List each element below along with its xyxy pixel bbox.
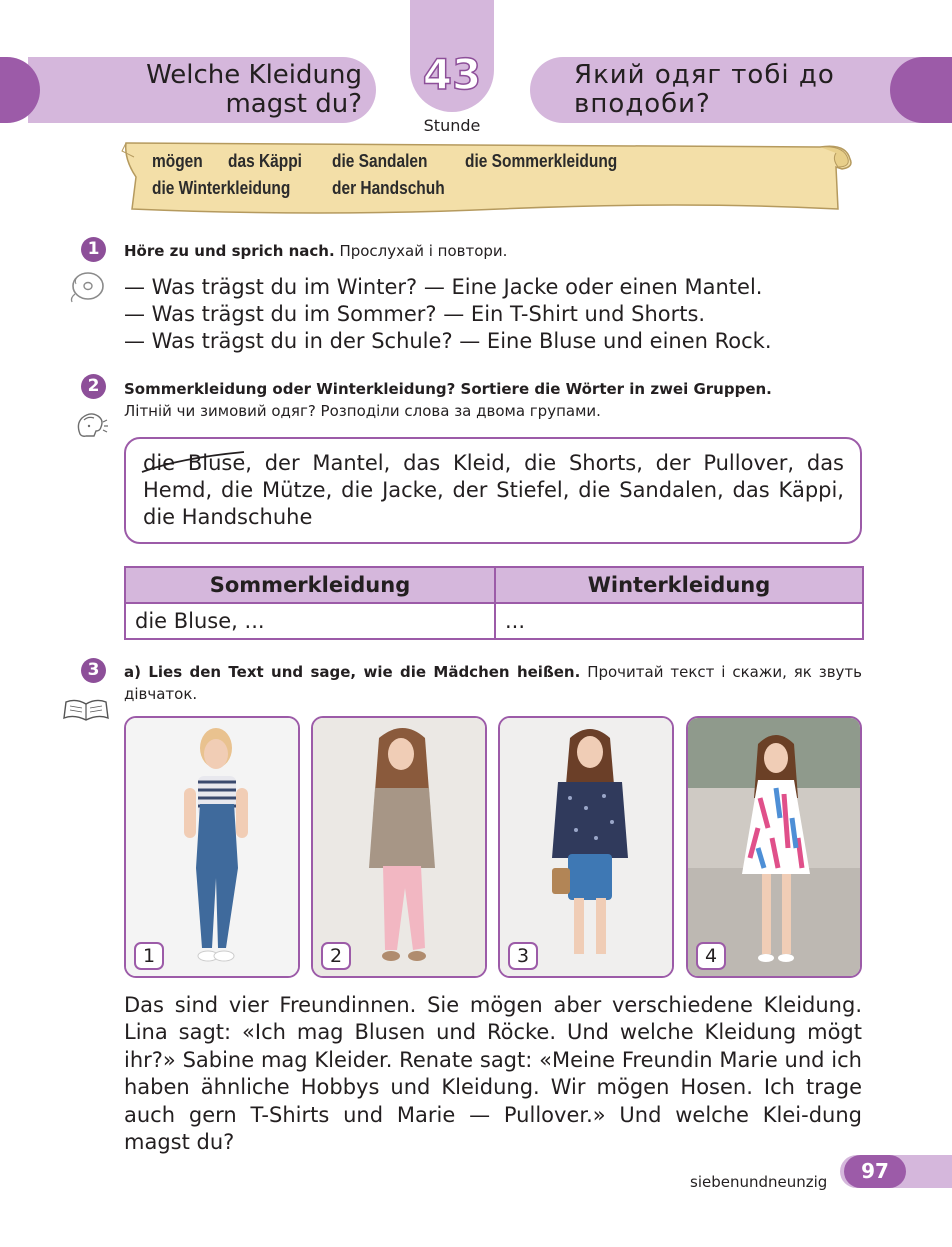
photo-girl-4 bbox=[686, 716, 862, 978]
header-right-banner bbox=[530, 57, 925, 123]
header-left-banner bbox=[28, 57, 376, 123]
vocab-word: die Sandalen bbox=[332, 151, 428, 171]
page-title-de bbox=[146, 61, 362, 119]
title-de-line1: Welche Kleidung bbox=[146, 60, 362, 90]
photo-number-label: 1 bbox=[134, 942, 164, 970]
cd-audio-icon bbox=[66, 270, 106, 304]
dialogue-line: — Was trägst du in der Schule? — Eine Bluse und einen Rock. bbox=[124, 329, 772, 353]
instruction-uk: Прослухай і повтори. bbox=[339, 242, 508, 260]
column-header: Winterkleidung bbox=[495, 567, 863, 603]
instruction-uk: Літній чи зимовий одяг? Розподіли слова за двома групами. bbox=[124, 402, 601, 420]
dialogue-line: — Was trägst du im Sommer? — Ein T-Shirt und Shorts. bbox=[124, 302, 706, 326]
title-uk-line1: Який одяг тобі до bbox=[574, 60, 835, 90]
dialogue-line: — Was trägst du im Winter? — Eine Jacke oder einen Mantel. bbox=[124, 275, 763, 299]
vocab-word: das Käppi bbox=[228, 151, 302, 171]
title-uk-line2: вподоби? bbox=[574, 89, 711, 119]
lesson-label: Stunde bbox=[423, 116, 481, 135]
exercise-1-badge: 1 bbox=[81, 237, 106, 262]
exercise-3-badge: 3 bbox=[81, 658, 106, 683]
strike-through-mark bbox=[140, 450, 250, 476]
table-header-row bbox=[125, 567, 863, 603]
page-title-uk bbox=[574, 61, 835, 119]
girl-dress-illustration bbox=[688, 718, 862, 978]
header-right-cap bbox=[890, 57, 952, 123]
speaking-head-icon bbox=[74, 410, 110, 440]
lesson-tab bbox=[410, 0, 494, 112]
girl-floral-blouse-illustration bbox=[500, 718, 674, 978]
photo-number-label: 2 bbox=[321, 942, 351, 970]
instruction-de: a) Lies den Text und sage, wie die Mädchen heißen. bbox=[124, 663, 581, 681]
photo-number-label: 4 bbox=[696, 942, 726, 970]
instruction-uk: Прочитай текст і скажи, як звуть дівчаток. bbox=[124, 663, 862, 703]
page-number-word: siebenundneunzig bbox=[690, 1173, 828, 1191]
girl-sweater-illustration bbox=[313, 718, 487, 978]
photo-girl-1 bbox=[124, 716, 300, 978]
photo-girl-3 bbox=[498, 716, 674, 978]
exercise-3-instruction bbox=[124, 661, 862, 705]
vocab-word: die Sommerkleidung bbox=[465, 151, 618, 171]
instruction-de: Sommerkleidung oder Winterkleidung? Sortiere die Wörter in zwei Gruppen. bbox=[124, 380, 772, 398]
page-number: 97 bbox=[844, 1155, 906, 1188]
instruction-de: Höre zu und sprich nach. bbox=[124, 242, 335, 260]
exercise-2-instruction bbox=[124, 378, 864, 422]
table-cell: die Bluse, ... bbox=[125, 603, 495, 639]
vocabulary-scroll bbox=[120, 137, 865, 217]
reading-text: Das sind vier Freundinnen. Sie mögen aber verschiedene Kleidung. Lina sagt: «Ich mag Blusen und Röcke. Und welche Kleidung mögt ihr?» Sabine mag Kleider. Renate sagt: «Meine Freundin Marie und ich haben ähnliche Hobbys und Kleidung. Wir mögen Hosen. Ich trage auch gern T-Shirts und Marie — Pullover.» Und welche Klei-dung magst du? bbox=[124, 993, 862, 1155]
table-row bbox=[125, 603, 863, 639]
photo-girl-2 bbox=[311, 716, 487, 978]
exercise-1-instruction bbox=[124, 240, 507, 262]
word-list: , der Mantel, das Kleid, die Shorts, der Pullover, das Hemd, die Mütze, die Jacke, der Stiefel, die Sandalen, das Käppi, die Handschuhe bbox=[143, 451, 844, 529]
open-book-icon bbox=[62, 696, 110, 724]
girl-overalls-illustration bbox=[126, 718, 300, 978]
struck-word: die Bluse bbox=[143, 451, 246, 475]
vocab-word: der Handschuh bbox=[332, 178, 445, 198]
lesson-number: 43 bbox=[422, 50, 482, 99]
exercise-2-badge: 2 bbox=[81, 374, 106, 399]
photo-number-label: 3 bbox=[508, 942, 538, 970]
scroll-paper-shape bbox=[120, 137, 865, 217]
sorting-table bbox=[124, 566, 864, 640]
vocab-word: mögen bbox=[152, 151, 203, 171]
column-header: Sommerkleidung bbox=[125, 567, 495, 603]
title-de-line2: magst du? bbox=[225, 89, 362, 119]
table-cell: ... bbox=[495, 603, 863, 639]
vocab-word: die Winterkleidung bbox=[152, 178, 291, 198]
